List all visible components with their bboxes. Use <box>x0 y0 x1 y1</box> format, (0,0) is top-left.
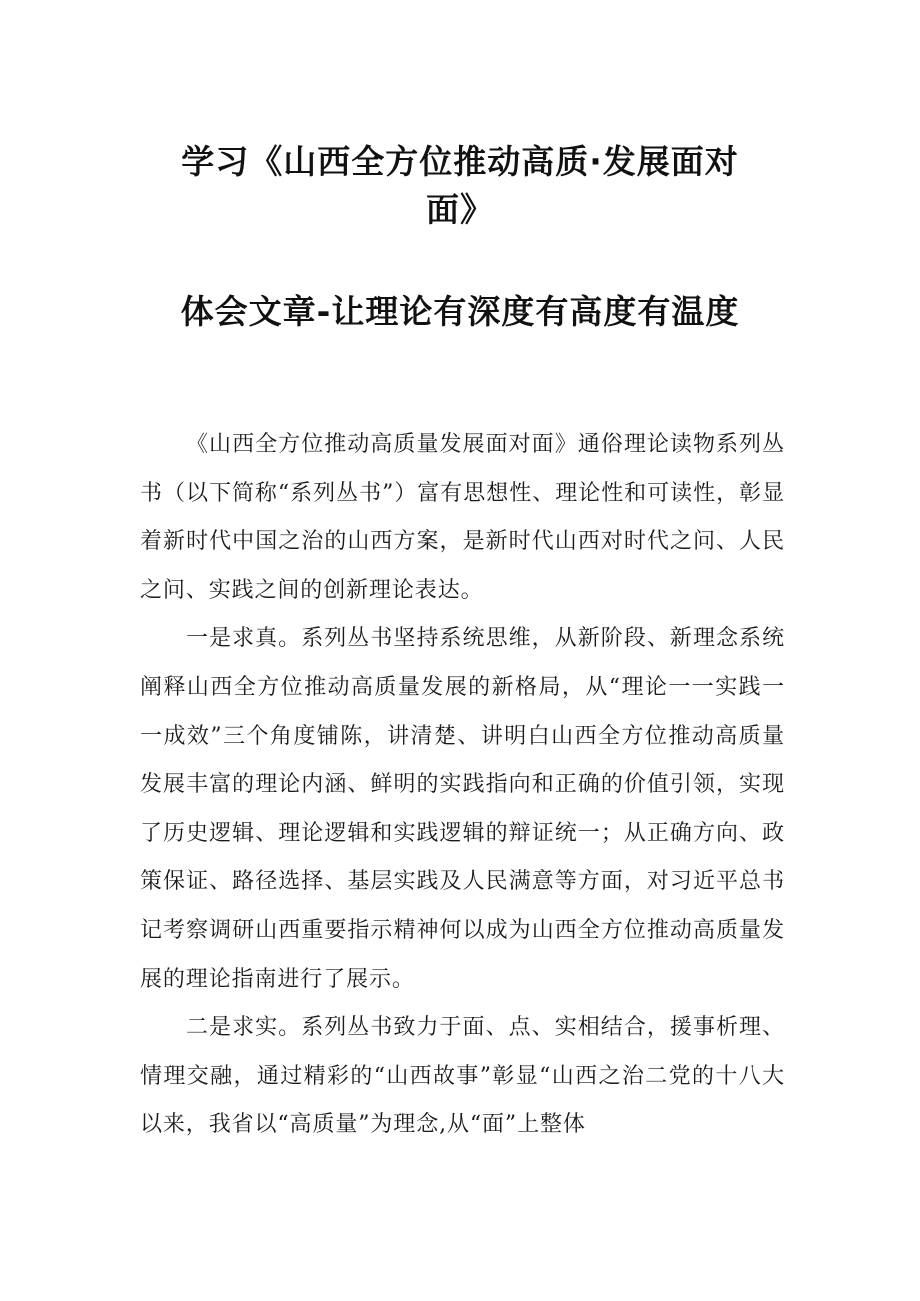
paragraph-qiuzhen: 一是求真。系列丛书坚持系统思维，从新阶段、新理念系统阐释山西全方位推动高质量发展的新格局，从“理论一一实践一一成效”三个角度铺陈，讲清楚、讲明白山西全方位推动高质量发展丰富的理论内涵、鲜明的实践指向和正确的价值引领，实现了历史逻辑、理论逻辑和实践逻辑的辩证统一；从正确方向、政策保证、路径选择、基层实践及人民满意等方面，对习近平总书记考察调研山西重要指示精神何以成为山西全方位推动高质量发展的理论指南进行了展示。 <box>140 626 785 992</box>
document-title-line-2: 面》 <box>426 190 494 229</box>
paragraph-intro: 《山西全方位推动高质量发展面对面》通俗理论读物系列丛书（以下简称“系列丛书”）富有思想性、理论性和可读性，彰显着新时代中国之治的山西方案，是新时代山西对时代之问、人民之问、实践之间的创新理论表达。 <box>140 432 785 603</box>
document-title-line-1: 学习《山西全方位推动高质·发展面对 <box>181 142 739 181</box>
paragraph-qiushi: 二是求实。系列丛书致力于面、点、实相结合，援事析理、情理交融，通过精彩的“山西故事”彰显“山西之治二党的十八大以来，我省以“高质量”为理念,从“面”上整体 <box>140 1015 785 1138</box>
document-title-line-3: 体会文章-让理论有深度有高度有温度 <box>180 292 740 331</box>
document-body <box>140 421 785 1150</box>
